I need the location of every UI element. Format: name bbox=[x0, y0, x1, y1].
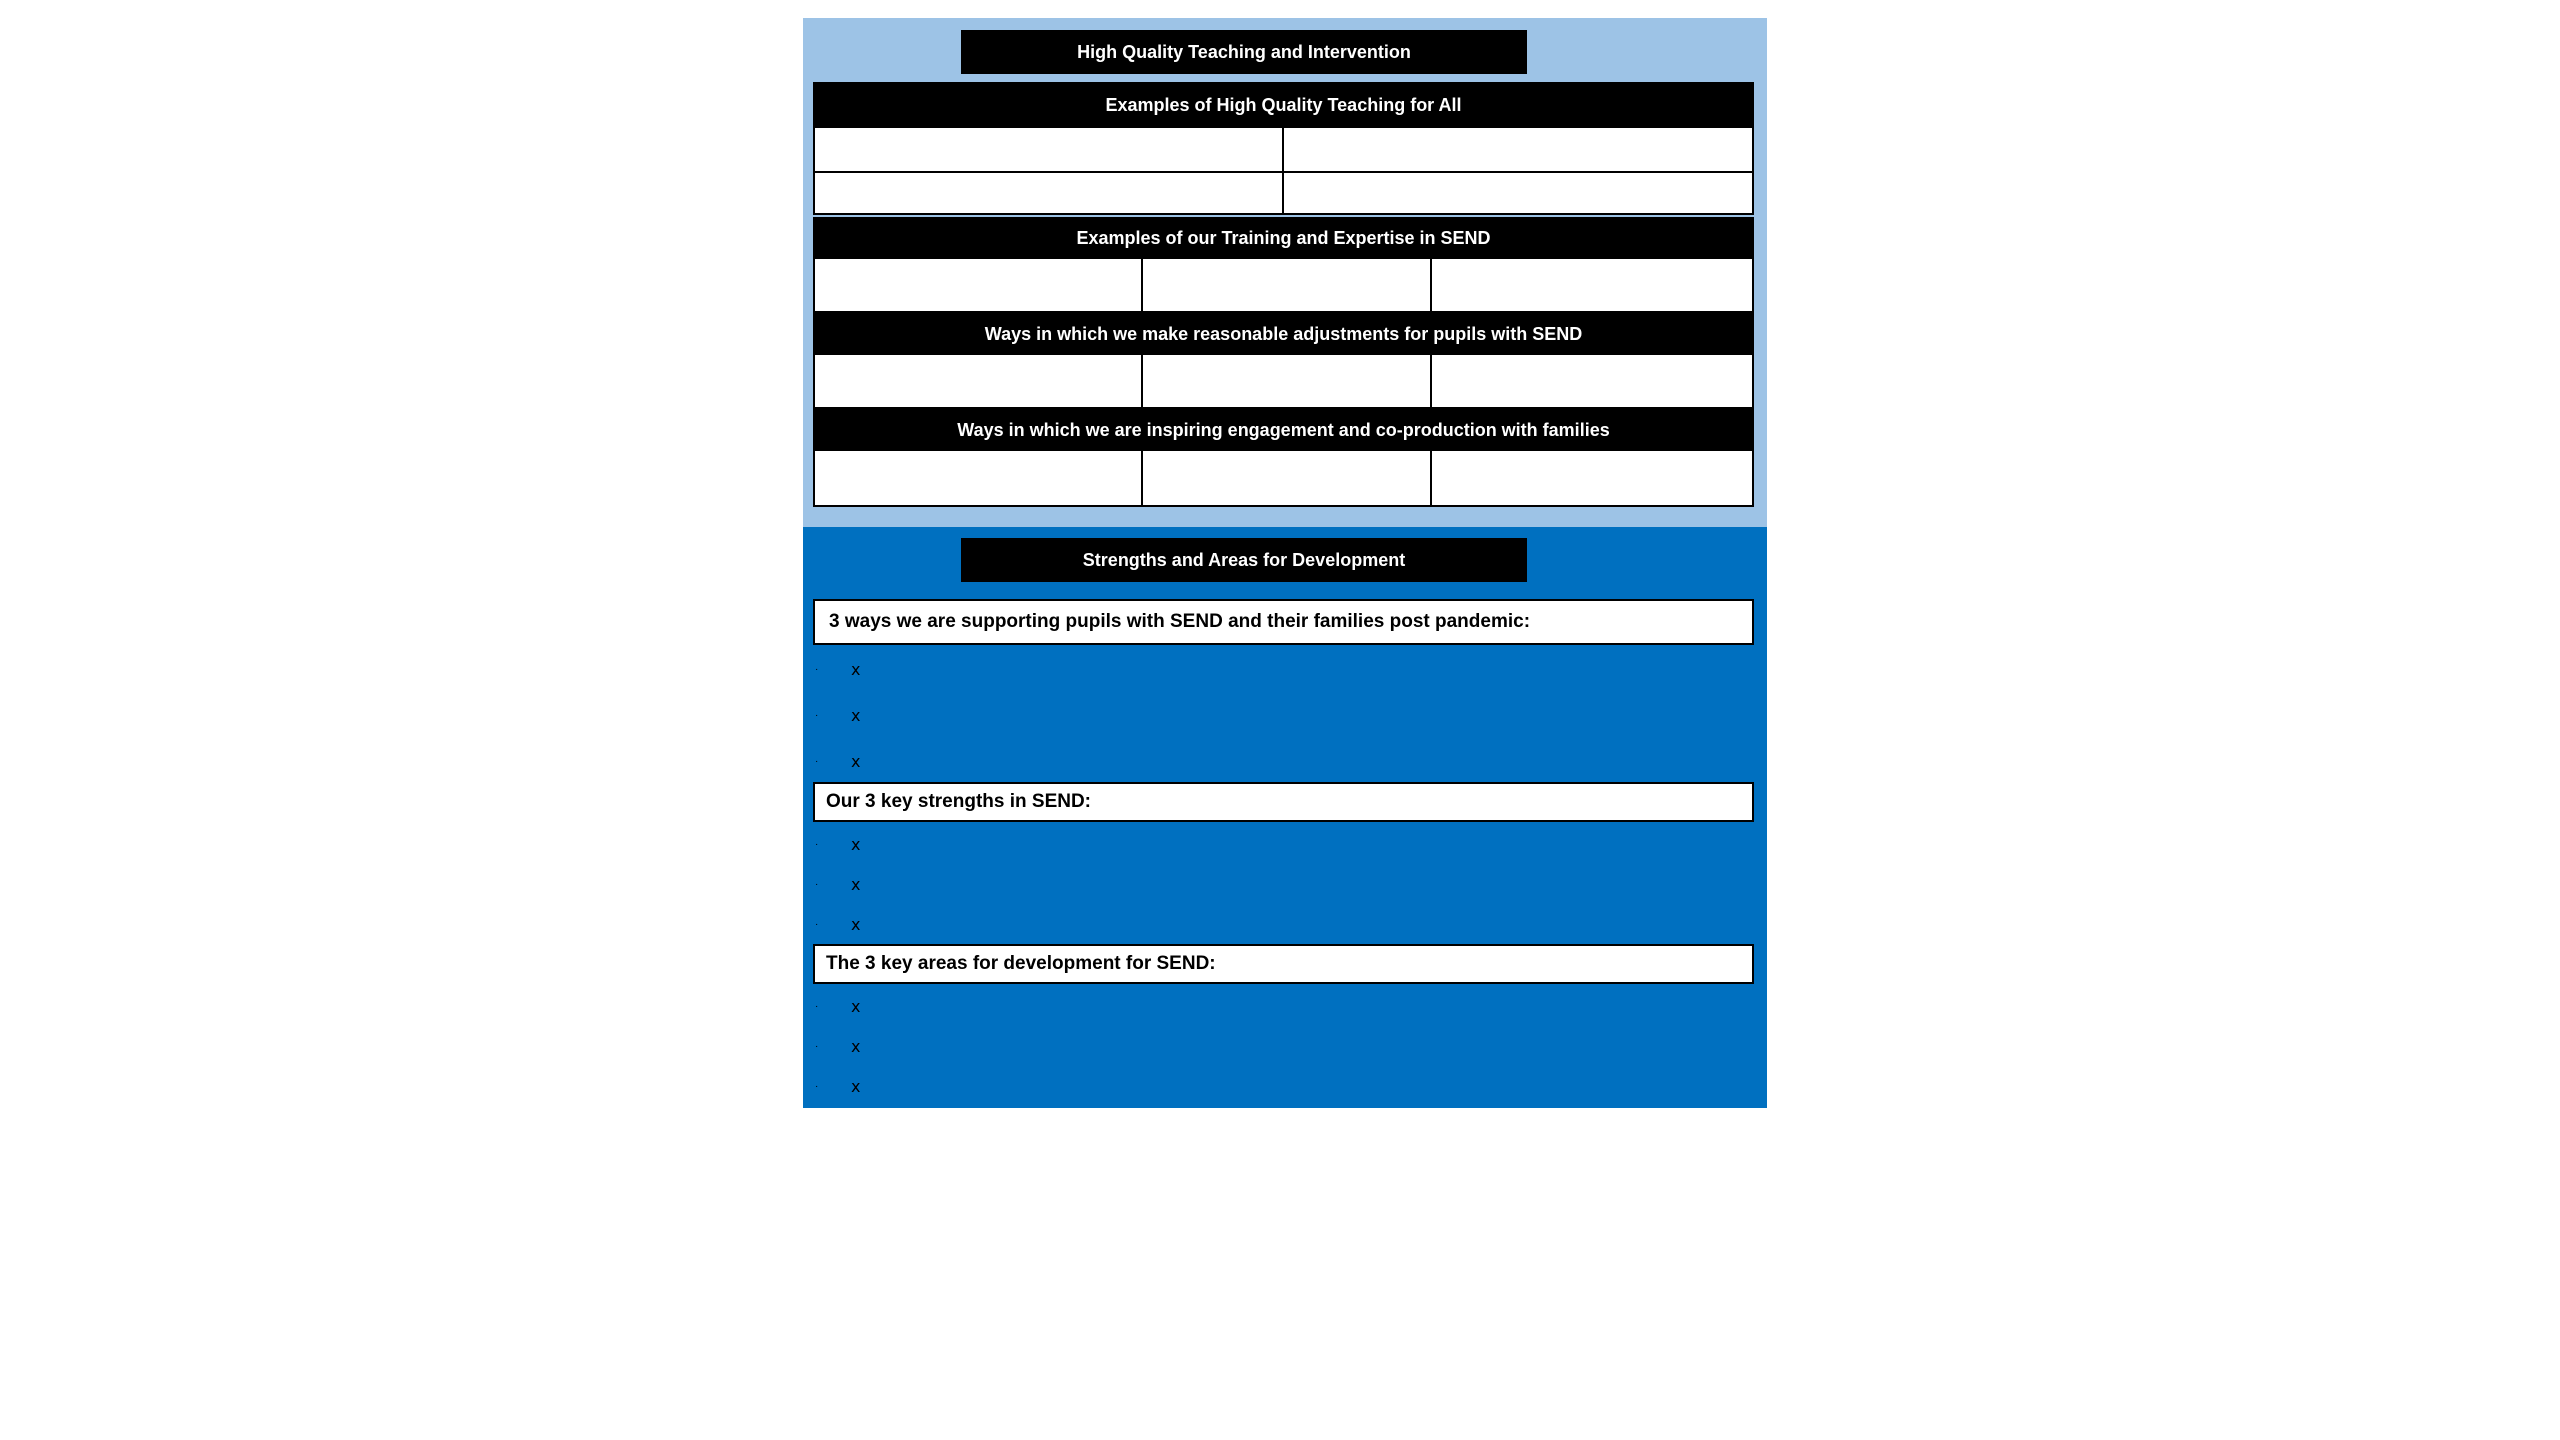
list-item bbox=[811, 997, 1011, 1017]
table-row-teaching-1 bbox=[813, 128, 1754, 173]
bullet-dot: · bbox=[815, 879, 819, 890]
label-areas-for-development: The 3 key areas for development for SEND: bbox=[813, 944, 1754, 984]
table-cell[interactable] bbox=[1284, 128, 1753, 171]
table-cell[interactable] bbox=[1284, 173, 1753, 213]
bullet-text: x bbox=[851, 1037, 861, 1056]
table-cell[interactable] bbox=[1143, 259, 1432, 311]
list-item bbox=[811, 835, 1011, 855]
band-training-expertise: Examples of our Training and Expertise in SEND bbox=[813, 217, 1754, 259]
bullet-text: x bbox=[851, 835, 861, 854]
table-cell[interactable] bbox=[1432, 259, 1752, 311]
list-item bbox=[811, 875, 1011, 895]
table-row-training bbox=[813, 259, 1754, 313]
bullet-dot: · bbox=[815, 919, 819, 930]
table-cell[interactable] bbox=[815, 259, 1143, 311]
label-post-pandemic-support: 3 ways we are supporting pupils with SEND and their families post pandemic: bbox=[813, 599, 1754, 645]
table-cell[interactable] bbox=[815, 451, 1143, 505]
table-row-teaching-2 bbox=[813, 173, 1754, 215]
table-cell[interactable] bbox=[815, 173, 1284, 213]
list-item bbox=[811, 706, 1011, 726]
table-row-engagement bbox=[813, 451, 1754, 507]
bullet-dot: · bbox=[815, 710, 819, 721]
band-high-quality-teaching: Examples of High Quality Teaching for All bbox=[813, 82, 1754, 128]
band-engagement-families: Ways in which we are inspiring engagement and co-production with families bbox=[813, 409, 1754, 451]
bullet-dot: · bbox=[815, 1041, 819, 1052]
bullet-dot: · bbox=[815, 756, 819, 767]
strengths-development-section bbox=[803, 527, 1767, 1108]
bullet-dot: · bbox=[815, 664, 819, 675]
table-cell[interactable] bbox=[1432, 451, 1752, 505]
section-title-teaching: High Quality Teaching and Intervention bbox=[961, 30, 1527, 74]
bullet-dot: · bbox=[815, 839, 819, 850]
bullet-dot: · bbox=[815, 1081, 819, 1092]
section-title-strengths: Strengths and Areas for Development bbox=[961, 538, 1527, 582]
high-quality-teaching-section bbox=[803, 18, 1767, 527]
table-cell[interactable] bbox=[1143, 355, 1432, 407]
table-cell[interactable] bbox=[815, 355, 1143, 407]
label-key-strengths: Our 3 key strengths in SEND: bbox=[813, 782, 1754, 822]
list-item bbox=[811, 660, 1011, 680]
list-item bbox=[811, 752, 1011, 772]
bullet-text: x bbox=[851, 875, 861, 894]
bullet-text: x bbox=[851, 1077, 861, 1096]
table-row-adjustments bbox=[813, 355, 1754, 409]
bullet-text: x bbox=[851, 706, 861, 725]
table-cell[interactable] bbox=[815, 128, 1284, 171]
bullet-text: x bbox=[851, 660, 861, 679]
list-item bbox=[811, 915, 1011, 935]
bullet-text: x bbox=[851, 997, 861, 1016]
table-cell[interactable] bbox=[1143, 451, 1432, 505]
bullet-dot: · bbox=[815, 1001, 819, 1012]
band-reasonable-adjustments: Ways in which we make reasonable adjustments for pupils with SEND bbox=[813, 313, 1754, 355]
table-cell[interactable] bbox=[1432, 355, 1752, 407]
list-item bbox=[811, 1037, 1011, 1057]
list-item bbox=[811, 1077, 1011, 1097]
bullet-text: x bbox=[851, 752, 861, 771]
bullet-text: x bbox=[851, 915, 861, 934]
